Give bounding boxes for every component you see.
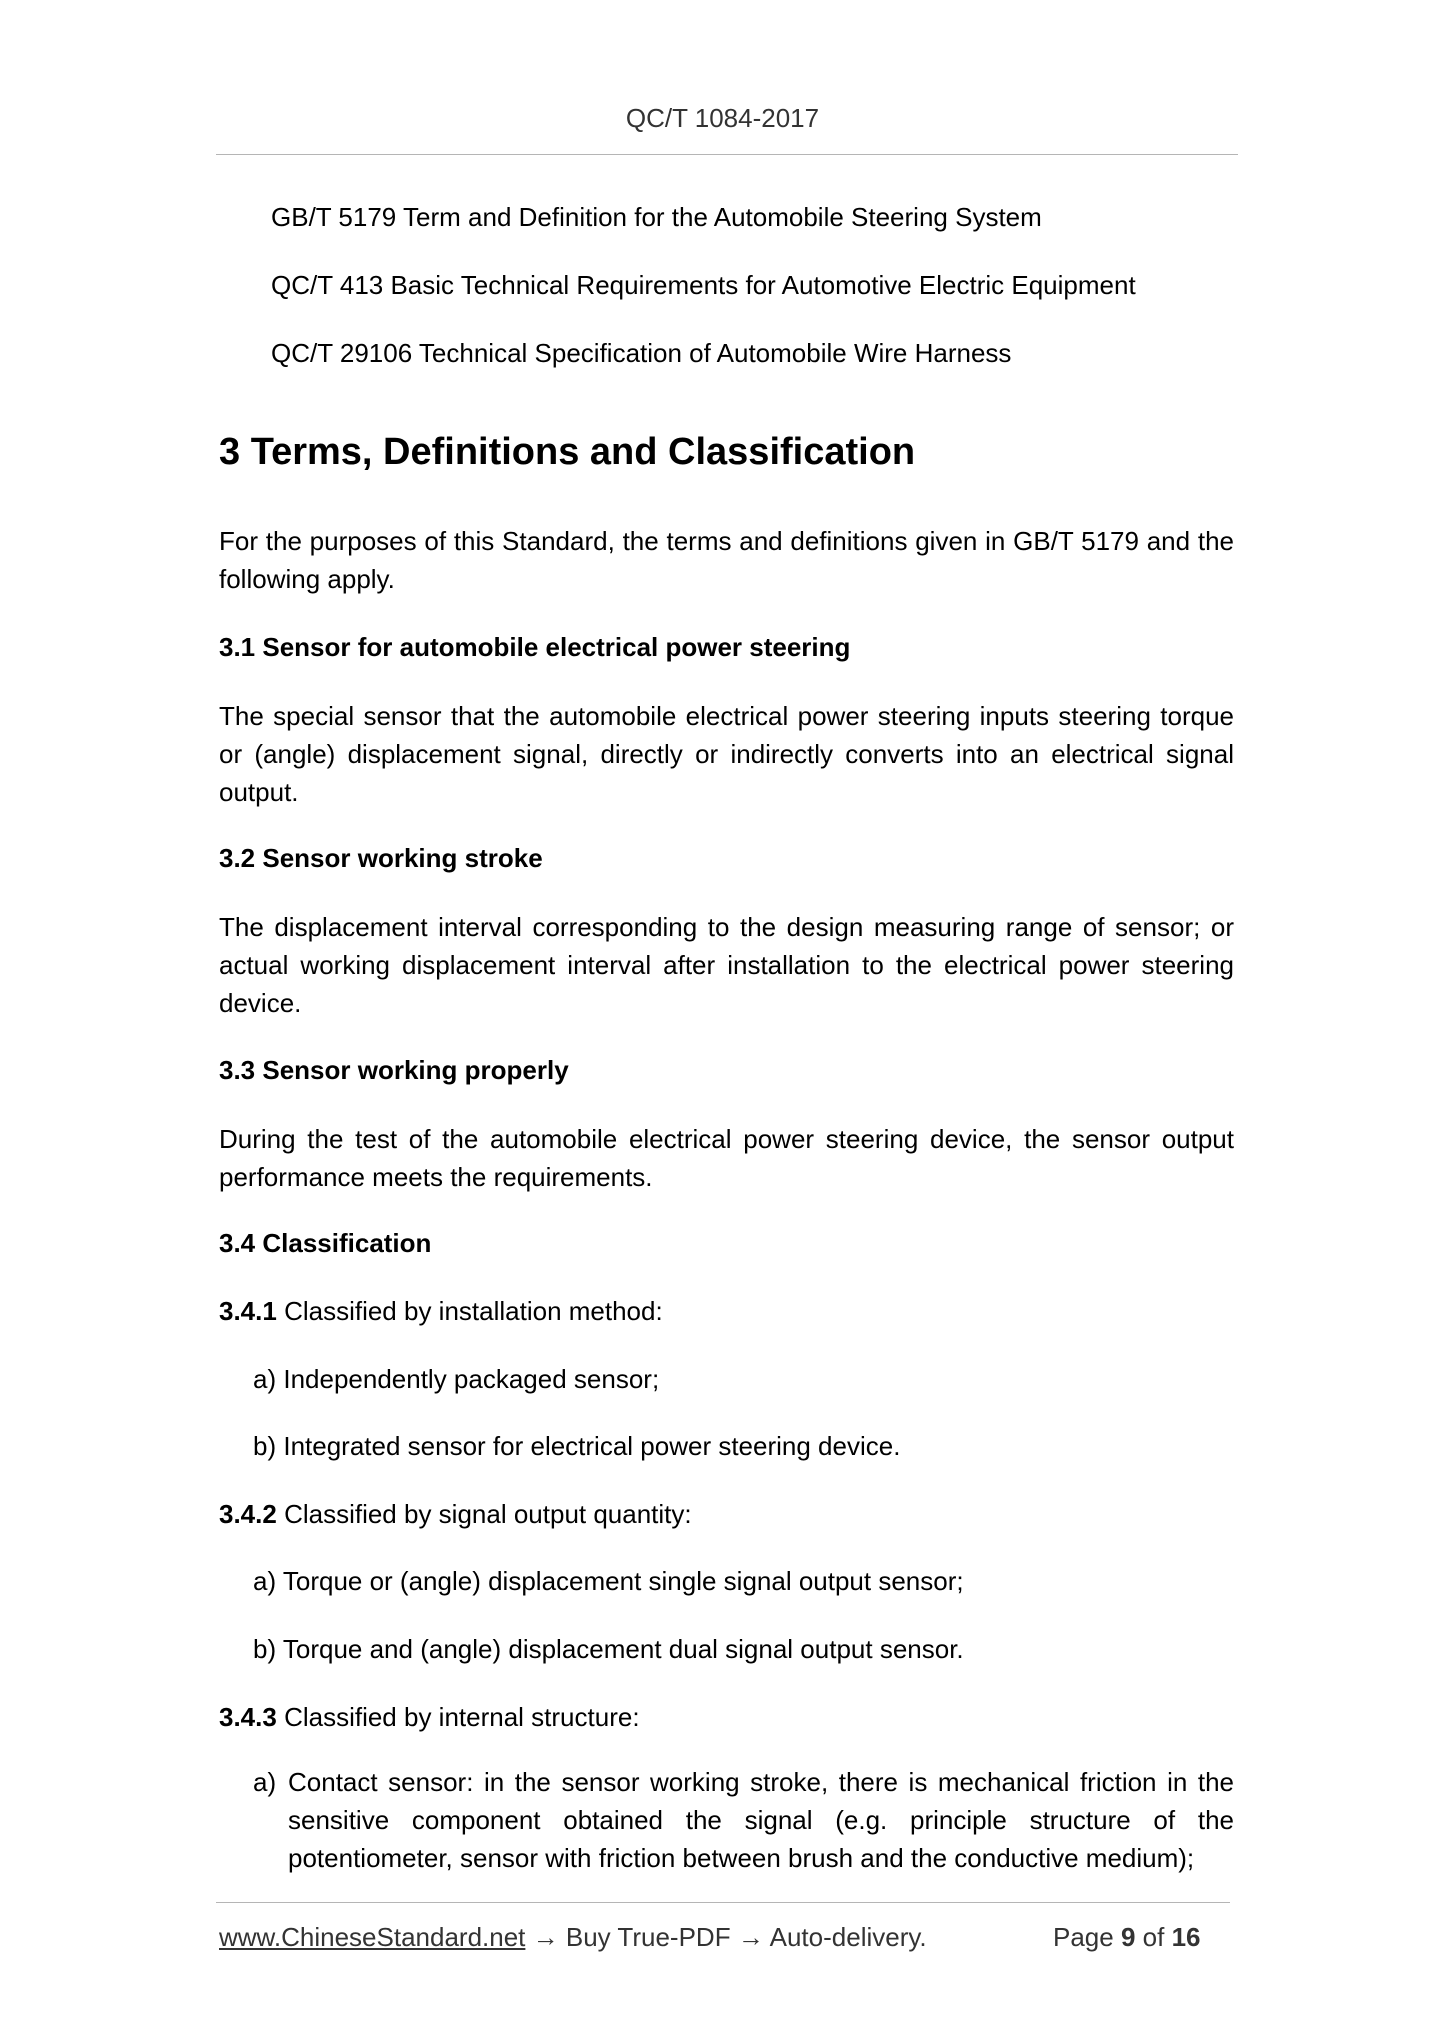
subclause-text: Classified by signal output quantity: [284, 1499, 692, 1529]
list-item: b) Integrated sensor for electrical power steering device. [253, 1431, 901, 1461]
clause-text-3-1: The special sensor that the automobile electrical power steering inputs steering torque or (angle) displacement signal, directly or indirectly converts into an electrical signal output. [219, 701, 1234, 807]
page-total: 16 [1171, 1922, 1201, 1952]
page-current: 9 [1120, 1922, 1136, 1952]
header-divider [216, 154, 1238, 155]
clause-text-3-3: During the test of the automobile electrical power steering device, the sensor output performance meets the requirements. [219, 1124, 1234, 1192]
clause-text-3-2: The displacement interval corresponding to the design measuring range of sensor; or actual working displacement interval after installation to the electrical power steering device. [219, 912, 1234, 1018]
page-header-title: QC/T 1084-2017 [625, 103, 820, 133]
subclause-number: 3.4.3 [219, 1702, 277, 1732]
footer-delivery-text: Auto-delivery. [769, 1922, 927, 1952]
clause-heading-3-2: 3.2 Sensor working stroke [219, 843, 543, 873]
arrow-right-icon: → [737, 1922, 764, 1952]
list-item-label: a) [253, 1767, 277, 1797]
section-intro: For the purposes of this Standard, the terms and definitions given in GB/T 5179 and the following apply. [219, 526, 1234, 594]
list-item [253, 1763, 1234, 1877]
reference-item: QC/T 29106 Technical Specification of Automobile Wire Harness [271, 338, 1012, 368]
footer-left [219, 1922, 927, 1953]
footer-website-link[interactable]: www.ChineseStandard.net [219, 1922, 526, 1952]
section-title: 3 Terms, Definitions and Classification [219, 431, 916, 473]
page-label: Page [1053, 1922, 1114, 1952]
subclause-3-4-2 [219, 1499, 692, 1530]
subclause-3-4-1 [219, 1296, 663, 1327]
footer-divider [216, 1902, 1230, 1903]
clause-heading-3-3: 3.3 Sensor working properly [219, 1055, 569, 1085]
subclause-number: 3.4.2 [219, 1499, 277, 1529]
subclause-text: Classified by internal structure: [284, 1702, 640, 1732]
subclause-number: 3.4.1 [219, 1296, 277, 1326]
of-label: of [1142, 1922, 1165, 1952]
footer-buy-text: Buy True-PDF [565, 1922, 731, 1952]
subclause-text: Classified by installation method: [284, 1296, 663, 1326]
reference-item: GB/T 5179 Term and Definition for the Automobile Steering System [271, 202, 1042, 232]
clause-heading-3-1: 3.1 Sensor for automobile electrical power steering [219, 632, 851, 662]
clause-heading-3-4: 3.4 Classification [219, 1228, 432, 1258]
list-item: a) Independently packaged sensor; [253, 1364, 660, 1394]
reference-item: QC/T 413 Basic Technical Requirements for Automotive Electric Equipment [271, 270, 1136, 300]
subclause-3-4-3 [219, 1702, 640, 1733]
page-number [1053, 1922, 1201, 1953]
list-item-text: Contact sensor: in the sensor working stroke, there is mechanical friction in the sensitive component obtained the signal (e.g. principle structure of the potentiometer, sensor with friction between brush and the conductive medium); [288, 1767, 1234, 1873]
arrow-right-icon: → [532, 1922, 559, 1952]
list-item: a) Torque or (angle) displacement single signal output sensor; [253, 1566, 964, 1596]
list-item: b) Torque and (angle) displacement dual signal output sensor. [253, 1634, 964, 1664]
